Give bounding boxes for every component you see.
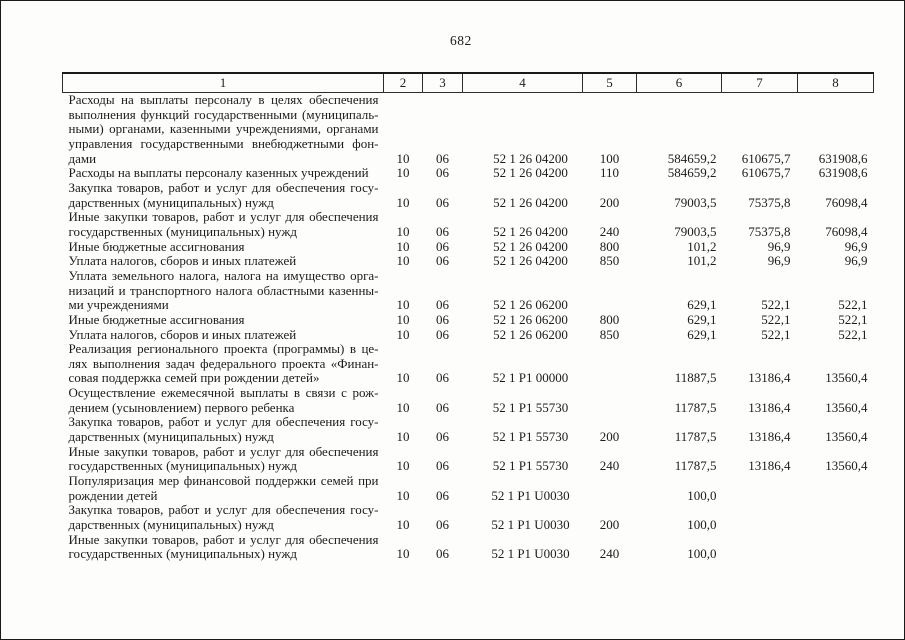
column-header-4: 4 [463,73,583,93]
table-row [63,254,874,269]
vr-cell: 200 [599,517,620,533]
column-header-7: 7 [722,73,798,93]
amount-y1-cell: 100,0 [687,517,717,533]
rz-cell: 10 [396,311,410,327]
amount-y3-cell [798,474,874,503]
rz-cell: 10 [396,399,410,415]
expense-name-cell: Иные закупки товаров, работ и услуг для обеспечения государственных (муниципальных) нужд [68,209,379,239]
csr-cell: 52 1 26 04200 [493,150,568,166]
vr-cell: 200 [599,194,620,210]
amount-y2-cell [722,533,798,562]
column-header-6: 6 [637,73,722,93]
table-header-row [63,73,874,93]
column-header-3: 3 [423,73,463,93]
table-row [63,503,874,532]
amount-y3-cell: 13560,4 [825,458,868,474]
rz-cell: 10 [396,458,410,474]
amount-y2-cell: 522,1 [761,326,791,342]
column-header-1: 1 [63,73,384,93]
rz-cell: 10 [396,253,410,269]
amount-y2-cell [722,503,798,532]
amount-y2-cell: 96,9 [767,238,791,254]
amount-y1-cell: 100,0 [687,487,717,503]
csr-cell: 52 1 26 04200 [493,238,568,254]
column-header-2: 2 [384,73,423,93]
expense-name-cell: Уплата земельного налога, налога на имущество орга- низаций и транспортного налога областными казенны- ми учреждениями [68,267,379,313]
rz-cell: 10 [396,150,410,166]
pr-cell: 06 [436,150,449,166]
amount-y2-cell: 610675,7 [741,150,791,166]
pr-cell: 06 [436,311,449,327]
pr-cell: 06 [436,253,449,269]
amount-y2-cell: 96,9 [767,253,791,269]
vr-cell: 850 [599,326,620,342]
amount-y3-cell: 76098,4 [825,194,868,210]
expense-name-cell: Иные бюджетные ассигнования [68,238,245,254]
csr-cell: 52 1 P1 55730 [492,458,569,474]
amount-y1-cell: 101,2 [687,253,717,269]
column-header-5: 5 [583,73,637,93]
amount-y3-cell: 631908,6 [818,165,868,181]
csr-cell: 52 1 P1 00000 [492,370,569,386]
table-row [63,415,874,444]
pr-cell: 06 [436,370,449,386]
expense-name-cell: Популяризация мер финансовой поддержки семей при рождении детей [68,473,379,503]
amount-y1-cell: 79003,5 [674,223,717,239]
amount-y1-cell: 629,1 [687,326,717,342]
rz-cell: 10 [396,165,410,181]
expense-name-cell: Уплата налогов, сборов и иных платежей [68,326,297,342]
table-row [63,166,874,181]
csr-cell: 52 1 P1 U0030 [491,517,570,533]
amount-y3-cell [798,533,874,562]
amount-y2-cell: 13186,4 [748,429,791,445]
pr-cell: 06 [436,326,449,342]
rz-cell: 10 [396,297,410,313]
csr-cell: 52 1 P1 U0030 [491,487,570,503]
amount-y2-cell: 13186,4 [748,399,791,415]
amount-y1-cell: 584659,2 [667,150,717,166]
rz-cell: 10 [396,326,410,342]
amount-y3-cell: 13560,4 [825,429,868,445]
table-row [63,386,874,415]
page-number: 682 [450,33,472,48]
table-row [63,313,874,328]
amount-y3-cell: 13560,4 [825,399,868,415]
csr-cell: 52 1 26 06200 [493,311,568,327]
vr-cell: 240 [599,458,620,474]
amount-y3-cell: 522,1 [838,311,868,327]
csr-cell: 52 1 26 06200 [493,297,568,313]
pr-cell: 06 [436,297,449,313]
table-row [63,342,874,386]
pr-cell: 06 [436,399,449,415]
table-row [63,328,874,343]
amount-y1-cell: 11787,5 [674,399,717,415]
vr-cell: 200 [599,429,620,445]
rz-cell: 10 [396,487,410,503]
pr-cell: 06 [436,165,449,181]
table-row [63,240,874,255]
expense-name-cell: Уплата налогов, сборов и иных платежей [68,253,297,269]
amount-y1-cell: 101,2 [687,238,717,254]
expense-name-cell: Закупка товаров, работ и услуг для обеспечения госу- дарственных (муниципальных) нужд [68,414,379,445]
csr-cell: 52 1 26 04200 [493,223,568,239]
pr-cell: 06 [436,429,449,445]
csr-cell: 52 1 P1 55730 [492,429,569,445]
vr-cell: 100 [599,150,620,166]
csr-cell: 52 1 26 04200 [493,165,568,181]
csr-cell: 52 1 P1 U0030 [491,546,570,562]
pr-cell: 06 [436,223,449,239]
amount-y3-cell: 522,1 [838,297,868,313]
table-row [63,474,874,503]
table-row [63,269,874,313]
csr-cell: 52 1 26 04200 [493,253,568,269]
rz-cell: 10 [396,370,410,386]
table-row [63,533,874,562]
vr-cell: 850 [599,253,620,269]
amount-y3-cell: 96,9 [844,253,868,269]
expense-name-cell: Реализация регионального проекта (программы) в це- лях выполнения задач федерального проекта «Финан- совая поддержка семей при рождении детей» [68,341,379,386]
vr-cell: 800 [599,311,620,327]
vr-cell: 240 [599,546,620,562]
rz-cell: 10 [396,546,410,562]
amount-y2-cell: 75375,8 [748,223,791,239]
column-header-8: 8 [798,73,874,93]
rz-cell: 10 [396,429,410,445]
expense-name-cell: Иные бюджетные ассигнования [68,311,245,327]
expense-name-cell: Осуществление ежемесячной выплаты в связи с рож- дением (усыновлением) первого ребенка [68,385,379,415]
amount-y2-cell: 522,1 [761,297,791,313]
amount-y1-cell: 584659,2 [667,165,717,181]
expense-name-cell: Закупка товаров, работ и услуг для обеспечения госу- дарственных (муниципальных) нужд [68,502,379,533]
csr-cell: 52 1 26 04200 [493,194,568,210]
rz-cell: 10 [396,223,410,239]
csr-cell: 52 1 P1 55730 [492,399,569,415]
csr-cell: 52 1 26 06200 [493,326,568,342]
rz-cell: 10 [396,194,410,210]
amount-y1-cell: 629,1 [687,297,717,313]
amount-y1-cell: 11787,5 [674,458,717,474]
expense-name-cell: Закупка товаров, работ и услуг для обеспечения госу- дарственных (муниципальных) нужд [68,179,379,210]
amount-y1-cell: 100,0 [687,546,717,562]
table-row [63,181,874,210]
vr-cell: 110 [599,165,620,181]
pr-cell: 06 [436,546,449,562]
amount-y2-cell: 75375,8 [748,194,791,210]
pr-cell: 06 [436,458,449,474]
amount-y3-cell: 76098,4 [825,223,868,239]
amount-y3-cell: 96,9 [844,238,868,254]
amount-y2-cell: 13186,4 [748,370,791,386]
expense-name-cell: Расходы на выплаты персоналу в целях обеспечения выполнения функций государственными (муниципаль- ными) органами, казенными учреждениями, органами управления государственными внебюджетными фон- дами [68,92,379,166]
table-row [63,445,874,474]
pr-cell: 06 [436,194,449,210]
amount-y2-cell: 13186,4 [748,458,791,474]
expense-name-cell: Иные закупки товаров, работ и услуг для обеспечения государственных (муниципальных) нужд [68,443,379,474]
vr-cell [583,269,637,313]
budget-table [62,72,874,562]
pr-cell: 06 [436,487,449,503]
amount-y1-cell: 11887,5 [674,370,717,386]
amount-y2-cell: 522,1 [761,311,791,327]
expense-name-cell: Иные закупки товаров, работ и услуг для обеспечения государственных (муниципальных) нужд [68,531,379,562]
vr-cell [583,474,637,503]
expense-name-cell: Расходы на выплаты персоналу казенных учреждений [68,165,369,181]
pr-cell: 06 [436,517,449,533]
amount-y1-cell: 79003,5 [674,194,717,210]
table-row [63,210,874,239]
amount-y3-cell: 13560,4 [825,370,868,386]
amount-y1-cell: 11787,5 [674,429,717,445]
rz-cell: 10 [396,238,410,254]
vr-cell: 240 [599,223,620,239]
rz-cell: 10 [396,517,410,533]
amount-y1-cell: 629,1 [687,311,717,327]
amount-y3-cell: 522,1 [838,326,868,342]
amount-y3-cell [798,503,874,532]
vr-cell [583,386,637,415]
vr-cell: 800 [599,238,620,254]
table-row [63,93,874,167]
amount-y3-cell: 631908,6 [818,150,868,166]
amount-y2-cell: 610675,7 [741,165,791,181]
vr-cell [583,342,637,386]
pr-cell: 06 [436,238,449,254]
amount-y2-cell [722,474,798,503]
